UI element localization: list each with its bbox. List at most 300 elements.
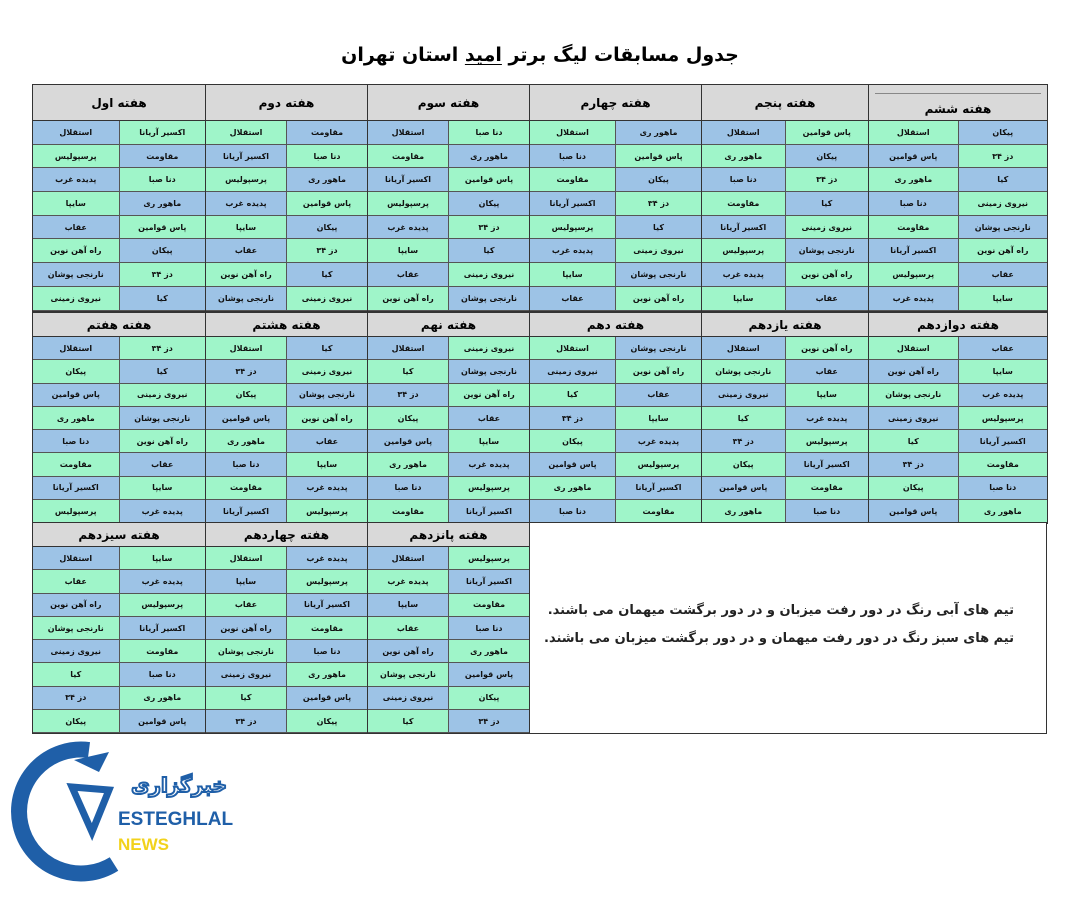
- team-cell-guest: نیروی زمینی: [616, 239, 701, 263]
- week-header: [33, 523, 205, 547]
- team-cell-host: دنا صبا: [33, 430, 120, 453]
- team-cell-host: اکسیر آریانا: [869, 239, 959, 263]
- team-cell-guest: پدیده غرب: [368, 570, 449, 593]
- match-row: [206, 287, 367, 311]
- team-cell-guest: پیکان: [702, 453, 786, 476]
- logo-sub: NEWS: [118, 835, 169, 854]
- team-cell-guest: پیکان: [33, 360, 120, 383]
- team-cell-host: عقاب: [786, 287, 869, 311]
- week-block: [32, 312, 206, 524]
- week-header: [33, 85, 205, 121]
- match-row: [368, 192, 529, 216]
- match-row: [530, 239, 701, 263]
- team-cell-guest: ماهور ری: [287, 663, 367, 686]
- team-cell-host: اکسیر آریانا: [530, 192, 616, 216]
- team-cell-guest: مقاومت: [786, 477, 869, 500]
- week-block: [868, 84, 1048, 312]
- week-title: هفته هفتم: [86, 317, 152, 332]
- team-cell-guest: دنا صبا: [449, 121, 529, 145]
- team-cell-guest: پیکان: [869, 477, 959, 500]
- team-cell-host: کیا: [786, 192, 869, 216]
- match-row: [702, 500, 868, 523]
- week-title: هفته اول: [91, 95, 147, 110]
- team-cell-host: نیروی زمینی: [33, 640, 120, 663]
- week-header: [869, 85, 1047, 121]
- week-title: هفته هشتم: [252, 317, 321, 332]
- team-cell-host: نارنجی پوشان: [120, 407, 206, 430]
- week-header: [368, 523, 529, 547]
- team-cell-host: ماهور ری: [616, 121, 701, 145]
- match-row: [33, 263, 205, 287]
- match-row: [368, 710, 529, 733]
- match-row: [368, 263, 529, 287]
- team-cell-guest: کیا: [206, 687, 287, 710]
- week-block: [205, 312, 368, 524]
- week-title: هفته نهم: [420, 317, 477, 332]
- team-cell-host: کیا: [616, 216, 701, 240]
- team-cell-host: استقلال: [33, 547, 120, 570]
- team-cell-guest: سایپا: [786, 384, 869, 407]
- team-cell-guest: استقلال: [206, 121, 287, 145]
- team-cell-guest: سایپا: [120, 547, 206, 570]
- week-header: [368, 85, 529, 121]
- team-cell-host: کیا: [120, 360, 206, 383]
- team-cell-host: اکسیر آریانا: [959, 430, 1048, 453]
- team-cell-guest: دز ۳۴: [786, 168, 869, 192]
- team-cell-host: پدیده غرب: [287, 547, 367, 570]
- team-cell-guest: پیکان: [33, 710, 120, 733]
- week-block: [205, 522, 368, 734]
- team-cell-guest: نارنجی پوشان: [869, 384, 959, 407]
- team-cell-host: سایپا: [206, 570, 287, 593]
- legend-note: [529, 522, 1047, 734]
- match-row: [368, 594, 529, 617]
- match-row: [206, 239, 367, 263]
- match-row: [33, 287, 205, 311]
- team-cell-host: نارنجی پوشان: [287, 384, 367, 407]
- team-cell-host: دز ۳۴: [206, 710, 287, 733]
- team-cell-host: پاس قوامین: [120, 710, 206, 733]
- week-block: [32, 522, 206, 734]
- team-cell-host: دز ۳۴: [368, 384, 449, 407]
- match-row: [702, 407, 868, 430]
- team-cell-guest: کیا: [869, 430, 959, 453]
- match-row: [530, 477, 701, 500]
- team-cell-guest: ماهور ری: [33, 407, 120, 430]
- match-row: [368, 121, 529, 145]
- match-row: [869, 453, 1047, 476]
- team-cell-host: نارنجی پوشان: [206, 287, 287, 311]
- team-cell-host: پاس قوامین: [449, 663, 529, 686]
- team-cell-guest: مقاومت: [449, 594, 529, 617]
- team-cell-host: عقاب: [120, 453, 206, 476]
- week-block: [701, 312, 869, 524]
- team-cell-guest: راه آهن نوین: [120, 430, 206, 453]
- team-cell-guest: پرسپولیس: [120, 594, 206, 617]
- match-row: [869, 287, 1047, 311]
- team-cell-host: نارنجی پوشان: [786, 239, 869, 263]
- match-row: [368, 430, 529, 453]
- team-cell-host: عقاب: [33, 216, 120, 240]
- match-row: [530, 360, 701, 383]
- match-row: [206, 640, 367, 663]
- team-cell-guest: پاس قوامین: [616, 145, 701, 169]
- match-row: [206, 121, 367, 145]
- team-cell-guest: پرسپولیس: [786, 430, 869, 453]
- team-cell-host: پاس قوامین: [368, 430, 449, 453]
- week-block: [367, 312, 530, 524]
- team-cell-guest: راه آهن نوین: [287, 407, 367, 430]
- match-row: [33, 168, 205, 192]
- team-cell-guest: نیروی زمینی: [449, 337, 529, 360]
- team-cell-host: اکسیر آریانا: [368, 168, 449, 192]
- match-row: [368, 360, 529, 383]
- team-cell-guest: راه آهن نوین: [616, 360, 701, 383]
- team-cell-guest: سایپا: [530, 263, 616, 287]
- team-cell-guest: پرسپولیس: [368, 192, 449, 216]
- match-row: [206, 337, 367, 360]
- week-title: هفته چهارم: [580, 95, 651, 110]
- team-cell-guest: سایپا: [702, 287, 786, 311]
- week-block: [529, 84, 702, 312]
- team-cell-host: دنا صبا: [702, 168, 786, 192]
- team-cell-host: دنا صبا: [368, 477, 449, 500]
- team-cell-host: ماهور ری: [449, 145, 529, 169]
- team-cell-host: پاس قوامین: [702, 477, 786, 500]
- team-cell-host: پدیده غرب: [786, 407, 869, 430]
- week-header: [206, 313, 367, 337]
- match-row: [206, 145, 367, 169]
- team-cell-guest: راه آهن نوین: [959, 239, 1048, 263]
- team-cell-guest: پاس قوامین: [287, 192, 367, 216]
- team-cell-guest: ماهور ری: [959, 500, 1048, 523]
- week-title: هفته دهم: [586, 317, 645, 332]
- match-row: [702, 453, 868, 476]
- team-cell-host: استقلال: [368, 337, 449, 360]
- team-cell-guest: سایپا: [449, 430, 529, 453]
- team-cell-guest: راه آهن نوین: [786, 337, 869, 360]
- match-row: [33, 594, 205, 617]
- team-cell-guest: راه آهن نوین: [449, 384, 529, 407]
- match-row: [702, 360, 868, 383]
- team-cell-host: نارنجی پوشان: [616, 337, 701, 360]
- team-cell-host: مقاومت: [120, 145, 206, 169]
- team-cell-guest: پاس قوامین: [120, 216, 206, 240]
- match-row: [530, 337, 701, 360]
- week-header: [530, 313, 701, 337]
- team-cell-host: سایپا: [368, 594, 449, 617]
- team-cell-guest: پیکان: [206, 384, 287, 407]
- team-cell-host: نیروی زمینی: [206, 663, 287, 686]
- team-cell-host: اکسیر آریانا: [616, 477, 701, 500]
- team-cell-host: پدیده غرب: [206, 192, 287, 216]
- team-cell-host: پاس قوامین: [33, 384, 120, 407]
- team-cell-host: راه آهن نوین: [206, 617, 287, 640]
- match-row: [702, 121, 868, 145]
- team-cell-host: نیروی زمینی: [530, 360, 616, 383]
- team-cell-guest: مقاومت: [206, 477, 287, 500]
- team-cell-guest: دنا صبا: [287, 145, 367, 169]
- team-cell-host: پدیده غرب: [120, 570, 206, 593]
- match-row: [33, 640, 205, 663]
- team-cell-host: پدیده غرب: [449, 453, 529, 476]
- team-cell-host: عقاب: [786, 360, 869, 383]
- team-cell-host: اکسیر آریانا: [33, 477, 120, 500]
- team-cell-host: استقلال: [368, 121, 449, 145]
- week-title: هفته پنجم: [754, 95, 816, 110]
- team-cell-guest: پیکان: [368, 407, 449, 430]
- match-row: [530, 192, 701, 216]
- team-cell-guest: مقاومت: [368, 500, 449, 523]
- match-row: [869, 121, 1047, 145]
- team-cell-host: پیکان: [959, 121, 1048, 145]
- match-row: [702, 337, 868, 360]
- match-row: [530, 263, 701, 287]
- team-cell-guest: ماهور ری: [368, 453, 449, 476]
- team-cell-host: اکسیر آریانا: [287, 594, 367, 617]
- match-row: [33, 145, 205, 169]
- week-block: [868, 312, 1048, 524]
- team-cell-guest: نیروی زمینی: [120, 384, 206, 407]
- team-cell-host: نیروی زمینی: [702, 384, 786, 407]
- team-cell-guest: پیکان: [449, 687, 529, 710]
- team-cell-guest: پرسپولیس: [959, 407, 1048, 430]
- match-row: [869, 192, 1047, 216]
- match-row: [33, 430, 205, 453]
- team-cell-guest: مقاومت: [869, 216, 959, 240]
- team-cell-host: عقاب: [449, 407, 529, 430]
- team-cell-guest: پرسپولیس: [530, 216, 616, 240]
- week-title: هفته چهاردهم: [243, 527, 330, 542]
- team-cell-guest: دز ۳۴: [616, 192, 701, 216]
- team-cell-host: راه آهن نوین: [33, 594, 120, 617]
- team-cell-host: استقلال: [33, 121, 120, 145]
- team-cell-guest: پرسپولیس: [33, 500, 120, 523]
- team-cell-host: کیا: [287, 337, 367, 360]
- week-block: [205, 84, 368, 312]
- team-cell-host: اکسیر آریانا: [120, 617, 206, 640]
- team-cell-guest: سایپا: [33, 192, 120, 216]
- team-cell-host: نیروی زمینی: [368, 687, 449, 710]
- match-row: [206, 710, 367, 733]
- match-row: [368, 500, 529, 523]
- logo: [14, 742, 234, 872]
- team-cell-guest: سایپا: [206, 216, 287, 240]
- team-cell-host: دز ۳۴: [702, 430, 786, 453]
- week-header: [206, 85, 367, 121]
- team-cell-guest: مقاومت: [530, 168, 616, 192]
- match-row: [206, 430, 367, 453]
- week-header: [368, 313, 529, 337]
- week-header: [702, 85, 868, 121]
- match-row: [206, 570, 367, 593]
- match-row: [368, 145, 529, 169]
- team-cell-guest: پرسپولیس: [449, 547, 529, 570]
- team-cell-host: نارنجی پوشان: [33, 263, 120, 287]
- team-cell-guest: سایپا: [120, 477, 206, 500]
- team-cell-guest: نارنجی پوشان: [206, 640, 287, 663]
- team-cell-host: اکسیر آریانا: [786, 453, 869, 476]
- match-row: [702, 384, 868, 407]
- week-header: [702, 313, 868, 337]
- team-cell-host: دنا صبا: [530, 145, 616, 169]
- match-row: [530, 407, 701, 430]
- team-cell-host: اکسیر آریانا: [206, 500, 287, 523]
- team-cell-host: دز ۳۴: [530, 407, 616, 430]
- match-row: [368, 384, 529, 407]
- team-cell-guest: عقاب: [206, 594, 287, 617]
- team-cell-guest: دز ۳۴: [959, 145, 1048, 169]
- match-row: [368, 640, 529, 663]
- team-cell-host: عقاب: [616, 384, 701, 407]
- team-cell-guest: پرسپولیس: [869, 263, 959, 287]
- match-row: [368, 337, 529, 360]
- team-cell-host: کیا: [287, 263, 367, 287]
- team-cell-guest: ماهور ری: [449, 640, 529, 663]
- team-cell-host: نارنجی پوشان: [449, 287, 529, 311]
- match-row: [368, 453, 529, 476]
- match-row: [33, 239, 205, 263]
- week-title: هفته سیزدهم: [78, 527, 160, 542]
- team-cell-host: عقاب: [368, 263, 449, 287]
- match-row: [530, 500, 701, 523]
- team-cell-guest: راه آهن نوین: [786, 263, 869, 287]
- match-row: [206, 384, 367, 407]
- team-cell-guest: نیروی زمینی: [449, 263, 529, 287]
- week-header: [869, 313, 1047, 337]
- match-row: [206, 360, 367, 383]
- match-row: [702, 477, 868, 500]
- match-row: [702, 145, 868, 169]
- match-row: [33, 337, 205, 360]
- match-row: [702, 287, 868, 311]
- team-cell-guest: نیروی زمینی: [287, 360, 367, 383]
- header-divider: [875, 93, 1041, 94]
- match-row: [869, 360, 1047, 383]
- week-title: هفته سوم: [417, 95, 480, 110]
- team-cell-guest: راه آهن نوین: [206, 263, 287, 287]
- team-cell-guest: سایپا: [616, 407, 701, 430]
- team-cell-host: راه آهن نوین: [869, 360, 959, 383]
- week-title: هفته یازدهم: [748, 317, 822, 332]
- team-cell-host: اکسیر آریانا: [702, 216, 786, 240]
- team-cell-guest: پرسپولیس: [33, 145, 120, 169]
- team-cell-host: دنا صبا: [206, 453, 287, 476]
- match-row: [206, 547, 367, 570]
- note-blue: تیم های آبی رنگ در دور رفت میزبان و در دور برگشت میهمان می باشند.: [547, 603, 1014, 618]
- team-cell-guest: پیکان: [287, 710, 367, 733]
- team-cell-host: دنا صبا: [120, 663, 206, 686]
- team-cell-guest: استقلال: [206, 547, 287, 570]
- team-cell-guest: ماهور ری: [702, 500, 786, 523]
- team-cell-guest: مقاومت: [702, 192, 786, 216]
- match-row: [368, 617, 529, 640]
- match-row: [869, 477, 1047, 500]
- team-cell-host: راه آهن نوین: [368, 640, 449, 663]
- match-row: [206, 500, 367, 523]
- team-cell-host: عقاب: [959, 263, 1048, 287]
- team-cell-guest: نارنجی پوشان: [33, 617, 120, 640]
- team-cell-guest: پرسپولیس: [206, 168, 287, 192]
- week-block: [367, 522, 530, 734]
- team-cell-guest: ماهور ری: [120, 687, 206, 710]
- team-cell-host: دنا صبا: [530, 500, 616, 523]
- team-cell-guest: کیا: [33, 663, 120, 686]
- match-row: [530, 453, 701, 476]
- team-cell-host: ماهور ری: [287, 168, 367, 192]
- team-cell-guest: پیکان: [530, 430, 616, 453]
- team-cell-host: پدیده غرب: [702, 263, 786, 287]
- match-row: [869, 263, 1047, 287]
- team-cell-guest: مقاومت: [287, 617, 367, 640]
- match-row: [368, 168, 529, 192]
- match-row: [33, 570, 205, 593]
- team-cell-host: پدیده غرب: [616, 430, 701, 453]
- team-cell-guest: نیروی زمینی: [959, 192, 1048, 216]
- team-cell-host: اکسیر آریانا: [449, 570, 529, 593]
- team-cell-host: پدیده غرب: [530, 239, 616, 263]
- team-cell-guest: راه آهن نوین: [33, 239, 120, 263]
- team-cell-host: استقلال: [368, 547, 449, 570]
- team-cell-guest: استقلال: [206, 337, 287, 360]
- team-cell-host: دز ۳۴: [869, 453, 959, 476]
- match-row: [702, 192, 868, 216]
- team-cell-host: عقاب: [530, 287, 616, 311]
- week-title: هفته دوم: [258, 95, 315, 110]
- match-row: [368, 663, 529, 686]
- team-cell-guest: استقلال: [869, 337, 959, 360]
- team-cell-guest: راه آهن نوین: [616, 287, 701, 311]
- match-row: [530, 145, 701, 169]
- match-row: [206, 216, 367, 240]
- match-row: [530, 384, 701, 407]
- match-row: [368, 477, 529, 500]
- team-cell-host: پدیده غرب: [33, 168, 120, 192]
- week-title: هفته دوازدهم: [917, 317, 999, 332]
- team-cell-host: استقلال: [702, 337, 786, 360]
- team-cell-guest: پرسپولیس: [287, 570, 367, 593]
- team-cell-host: دز ۳۴: [449, 710, 529, 733]
- week-title: هفته پانزدهم: [409, 527, 488, 542]
- team-cell-guest: دز ۳۴: [287, 239, 367, 263]
- match-row: [33, 663, 205, 686]
- match-row: [33, 192, 205, 216]
- match-row: [702, 430, 868, 453]
- match-row: [206, 594, 367, 617]
- team-cell-host: استقلال: [702, 121, 786, 145]
- team-cell-host: نارنجی پوشان: [616, 263, 701, 287]
- team-cell-guest: دز ۳۴: [120, 263, 206, 287]
- team-cell-host: پدیده غرب: [869, 287, 959, 311]
- match-row: [869, 500, 1047, 523]
- page-title: [0, 44, 1080, 66]
- team-cell-guest: پرسپولیس: [702, 239, 786, 263]
- team-cell-host: پیکان: [287, 216, 367, 240]
- team-cell-guest: راه آهن نوین: [368, 287, 449, 311]
- team-cell-host: مقاومت: [287, 121, 367, 145]
- match-row: [869, 239, 1047, 263]
- week-title: هفته ششم: [924, 102, 992, 116]
- match-row: [33, 360, 205, 383]
- match-row: [206, 168, 367, 192]
- match-row: [702, 239, 868, 263]
- match-row: [869, 407, 1047, 430]
- team-cell-host: پدیده غرب: [287, 477, 367, 500]
- week-header: [530, 85, 701, 121]
- team-cell-host: نیروی زمینی: [869, 407, 959, 430]
- team-cell-guest: ماهور ری: [702, 145, 786, 169]
- team-cell-host: پیکان: [449, 192, 529, 216]
